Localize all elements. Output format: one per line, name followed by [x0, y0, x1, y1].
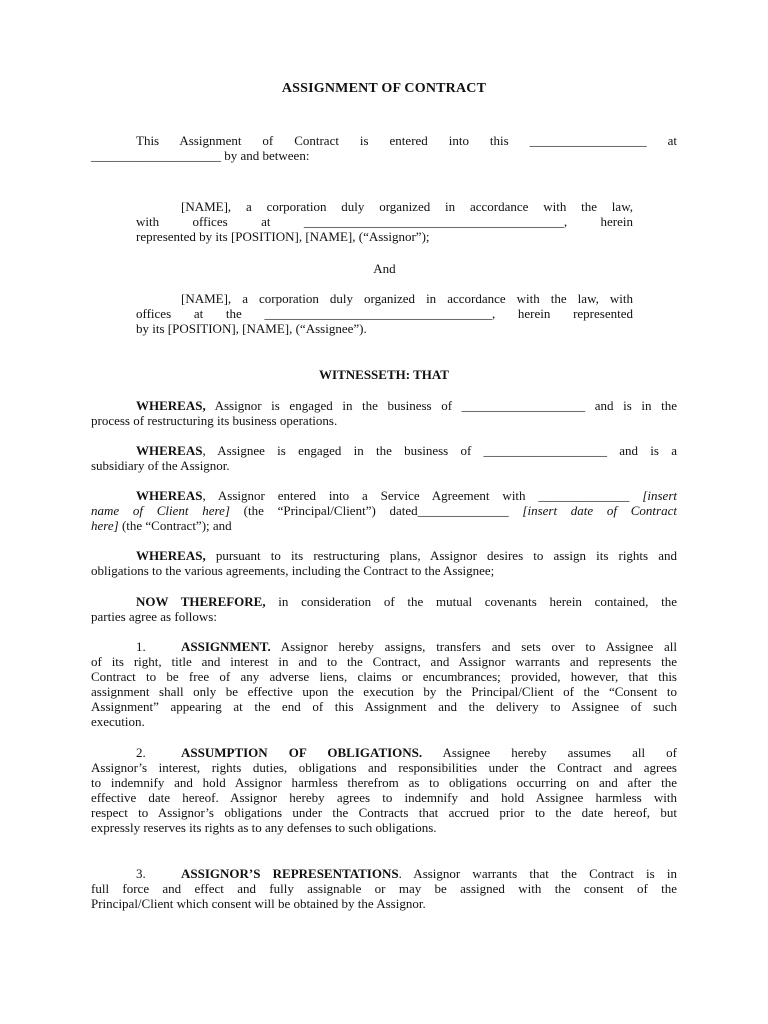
assignor-line: [NAME], a corporation duly organized in accordance with the law, [181, 199, 633, 214]
section-heading: ASSUMPTION OF OBLIGATIONS. [181, 745, 423, 760]
now-therefore-clause: NOW THEREFORE, in consideration of the mutual covenants herein contained, the parties agree as follows: [91, 594, 677, 624]
section-2-assumption: 2. ASSUMPTION OF OBLIGATIONS. Assignee hereby assumes all of Assignor’s interest, rights duties, obligations and responsibilities under the Contract and agrees to indemnify and hold Assignor harmless therefrom as to obligations occurring on and after the effective date hereof. Assignor hereby agrees to indemnify and hold Assignee harmless with respect to Assignor’s obligations under the Contracts that accrued prior to the date hereof, but expressly reserves its rights as to any defenses to such obligations. [91, 745, 677, 835]
whereas-label: WHEREAS [136, 488, 203, 503]
document-title: ASSIGNMENT OF CONTRACT [281, 81, 487, 96]
whereas-label: WHEREAS, [136, 548, 206, 563]
section-heading: ASSIGNOR’S REPRESENTATIONS [181, 866, 399, 881]
section-number: 2. [136, 745, 146, 760]
section-3-representations: 3. ASSIGNOR’S REPRESENTATIONS. Assignor warrants that the Contract is in full force and effect and fully assignable or may be assigned with the consent of the Principal/Client which consent will be obtained by the Assignor. [91, 866, 677, 911]
assignee-line: offices at the ___________________________________, herein represented [136, 306, 633, 321]
section-number: 1. [136, 639, 146, 654]
witnesseth-heading: WITNESSETH: THAT [319, 367, 449, 382]
section-heading: ASSIGNMENT. [181, 639, 271, 654]
assignor-party-block [136, 199, 633, 244]
section-1-assignment: 1. ASSIGNMENT. Assignor hereby assigns, transfers and sets over to Assignee all of its right, title and interest in and to the Contract, and Assignor warrants and represents the Contract to be free of any adverse liens, claims or encumbrances; provided, however, that this assignment shall only be effective upon the execution by the Principal/Client of the “Consent to Assignment” appearing at the end of this Assignment and the delivery to Assignee of such execution. [91, 639, 677, 729]
whereas-clause-1: WHEREAS, Assignor is engaged in the business of ___________________ and is in the process of restructuring its business operations. [91, 398, 677, 428]
whereas-clause-3: WHEREAS, Assignor entered into a Service Agreement with ______________ [insert name of Client here] (the “Principal/Client”) dated______________ [insert date of Contract here] (the “Contract”); and [91, 488, 677, 533]
intro-line: This Assignment of Contract is entered into this __________________ at [136, 133, 677, 148]
whereas-clause-4: WHEREAS, pursuant to its restructuring plans, Assignor desires to assign its rights and obligations to the various agreements, including the Contract to the Assignee; [91, 548, 677, 578]
whereas-label: WHEREAS [136, 443, 203, 458]
assignee-party-block [136, 291, 633, 336]
assignor-line: represented by its [POSITION], [NAME], (“Assignor”); [136, 229, 430, 244]
whereas-clause-2: WHEREAS, Assignee is engaged in the business of ___________________ and is a subsidiary of the Assignor. [91, 443, 677, 473]
assignee-line: by its [POSITION], [NAME], (“Assignee”). [136, 321, 367, 336]
assignee-line: [NAME], a corporation duly organized in accordance with the law, with [181, 291, 633, 306]
assignor-line: with offices at ________________________________________, herein [136, 214, 633, 229]
section-number: 3. [136, 866, 146, 881]
intro-paragraph [91, 133, 677, 163]
and-separator: And [373, 261, 396, 276]
intro-line: ____________________ by and between: [91, 148, 310, 163]
whereas-label: WHEREAS, [136, 398, 206, 413]
